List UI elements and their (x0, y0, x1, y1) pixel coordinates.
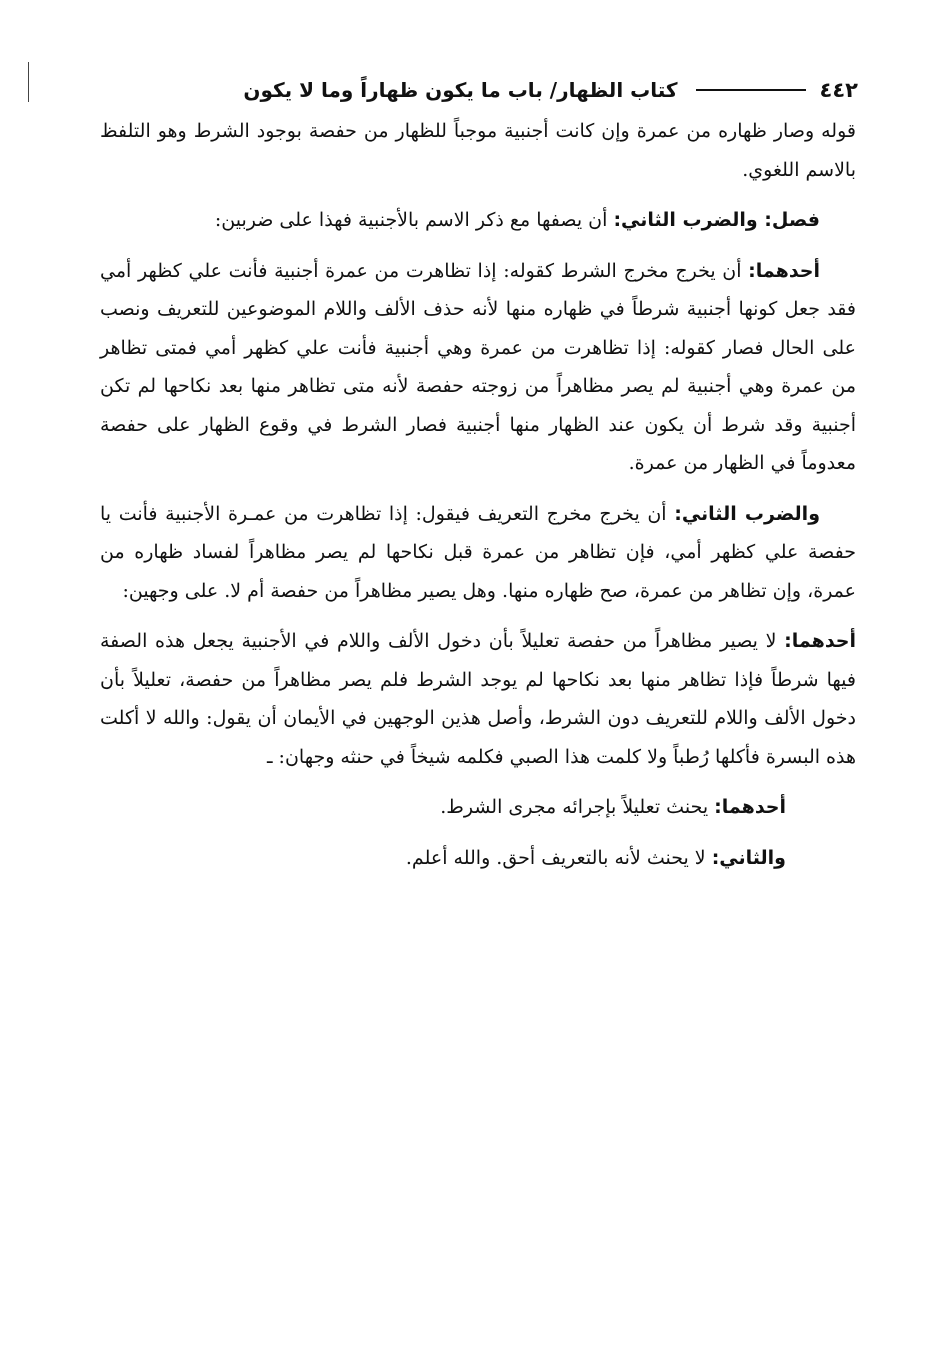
paragraph-2 (100, 201, 856, 240)
header-title: كتاب الظهار/ باب ما يكون ظهاراً وما لا يكون (243, 78, 678, 102)
paragraph-lead: فصل: والضرب الثاني: (613, 209, 820, 231)
paragraph-6 (100, 788, 856, 827)
paragraph-lead: أحدهما: (748, 259, 820, 282)
header-rule (696, 89, 806, 91)
paragraph-text: قوله وصار ظهاره من عمرة وإن كانت أجنبية موجباً للظهار من حفصة بوجود الشرط وهو التلفظ بالاسم اللغوي. (100, 120, 856, 181)
paragraph-text: أن يصفها مع ذكر الاسم بالأجنبية فهذا على ضربين: (214, 209, 614, 231)
paragraph-lead: أحدهما: (714, 796, 786, 818)
running-header (100, 70, 858, 110)
paragraph-text: أن يخرج مخرج التعريف فيقول: إذا تظاهرت من عمـرة الأجنبية فأنت يا حفصة علي كظهر أمي، فإن تظاهر من عمرة قبل نكاحها لم يصر مظاهراً لفساد ظهاره من عمرة، وإن تظاهر من عمرة، صح ظهاره منها. وهل يصير مظاهراً من حفصة أم لا. على وجهين: (100, 502, 856, 602)
paragraph-7 (100, 839, 856, 878)
page-number: ٤٤٢ (819, 78, 858, 102)
margin-line (28, 62, 29, 102)
paragraph-1 (100, 112, 856, 189)
paragraph-text: يحنث تعليلاً بإجرائه مجرى الشرط. (440, 796, 715, 818)
paragraph-3 (100, 252, 856, 483)
paragraph-lead: أحدهما: (784, 630, 856, 652)
paragraph-text: لا يصير مظاهراً من حفصة تعليلاً بأن دخول الألف واللام في الأجنبية يجعل هذه الصفة فيها شرطاً فإذا تظاهر منها بعد نكاحها لم يوجد الشرط فلم يصر مظاهراً من حفصة، تعليلاً بأن دخول الألف واللام للتعريف دون الشرط، وأصل هذين الوجهين في الأيمان أن يقول: والله لا أكلت هذه البسرة فأكلها رُطباً ولا كلمت هذا الصبي فكلمه شيخاً في حنثه وجهان: ـ (100, 630, 856, 768)
page-body (100, 112, 856, 877)
paragraph-text: أن يخرج مخرج الشرط كقوله: إذا تظاهرت من عمرة أجنبية فأنت علي كظهر أمي فقد جعل كونها أجنبية شرطاً في ظهاره منها لأنه حذف الألف واللام الموضوعين للتعريف ونصب على الحال فصار كقوله: إذا تظاهرت من عمرة وهي أجنبية فأنت علي كظهر أمي فمتى تظاهر من عمرة وهي أجنبية لم يصر مظاهراً من زوجته حفصة لأنه متى تظاهر منها بعد نكاحها لم تكن أجنبية وقد شرط أن يكون عند الظهار منها أجنبية فصار الشرط في وقوع الظهار على حفصة معدوماً في الظهار من عمرة. (100, 259, 856, 474)
paragraph-lead: والضرب الثاني: (674, 502, 820, 525)
paragraph-lead: والثاني: (711, 846, 786, 869)
paragraph-4 (100, 495, 856, 611)
paragraph-5 (100, 622, 856, 776)
paragraph-text: لا يحنث لأنه بالتعريف أحق. والله أعلم. (405, 846, 712, 869)
